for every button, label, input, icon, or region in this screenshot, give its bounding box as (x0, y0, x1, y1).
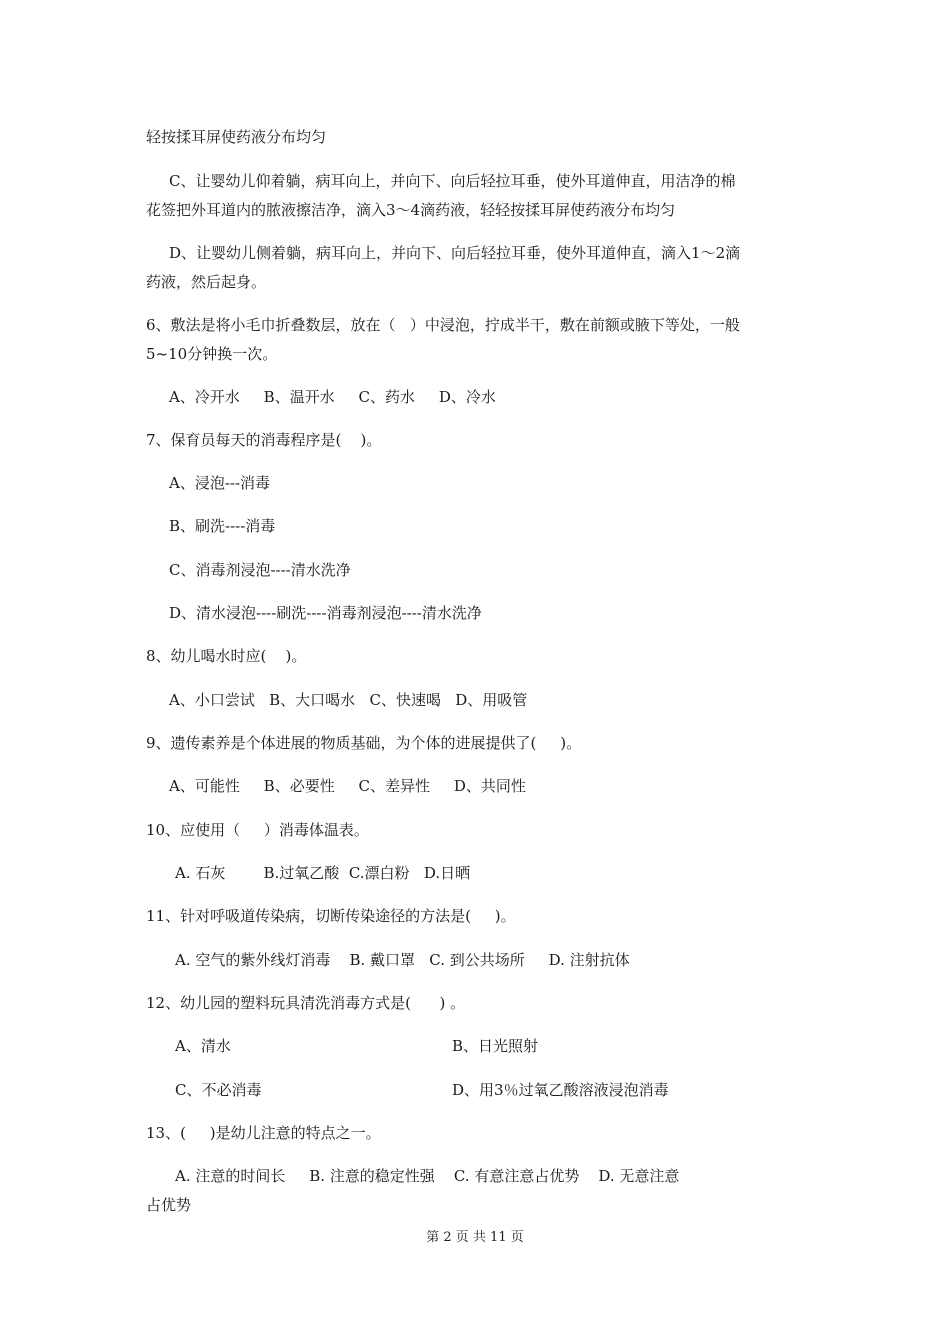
question-11: 11、针对呼吸道传染病，切断传染途径的方法是( )。 (146, 907, 516, 925)
question-7-option-d: D、清水浸泡----刷洗----消毒剂浸泡----清水洗净 (169, 604, 482, 622)
question-12-option-a: A、清水 (175, 1037, 231, 1055)
text-line: 轻按揉耳屏使药液分布均匀 (146, 128, 327, 146)
question-9-options: A、可能性 B、必要性 C、差异性 D、共同性 (169, 777, 526, 795)
question-11-options: A. 空气的紫外线灯消毒 B. 戴口罩 C. 到公共场所 D. 注射抗体 (175, 951, 630, 969)
option-d-line: D、让婴幼儿侧着躺，病耳向上，并向下、向后轻拉耳垂，使外耳道伸直，滴入1～2滴 (169, 244, 741, 262)
question-7-option-c: C、消毒剂浸泡----清水洗净 (169, 561, 351, 579)
option-c-line: C、让婴幼儿仰着躺，病耳向上，并向下、向后轻拉耳垂，使外耳道伸直，用洁净的棉 (169, 172, 736, 190)
question-12-option-b: B、日光照射 (452, 1037, 539, 1055)
question-7: 7、保育员每天的消毒程序是( )。 (146, 431, 382, 449)
question-7-option-b: B、刷洗----消毒 (169, 517, 276, 535)
question-10: 10、应使用（ ）消毒体温表。 (146, 821, 369, 839)
text-line: 占优势 (146, 1196, 192, 1214)
question-13: 13、( )是幼儿注意的特点之一。 (146, 1124, 381, 1142)
question-10-options: A. 石灰 B.过氧乙酸 C.漂白粉 D.日晒 (175, 864, 471, 882)
text-line: 药液，然后起身。 (146, 273, 267, 291)
text-line: 5~10分钟换一次。 (146, 345, 278, 363)
question-8: 8、幼儿喝水时应( )。 (146, 647, 307, 665)
question-12: 12、幼儿园的塑料玩具清洗消毒方式是( ) 。 (146, 994, 466, 1012)
question-8-options: A、小口尝试 B、大口喝水 C、快速喝 D、用吸管 (169, 691, 528, 709)
question-12-option-d: D、用3％过氧乙酸溶液浸泡消毒 (452, 1081, 669, 1099)
question-7-option-a: A、浸泡---消毒 (169, 474, 271, 492)
question-9: 9、遗传素养是个体进展的物质基础，为个体的进展提供了( )。 (146, 734, 582, 752)
page-number-footer: 第 2 页 共 11 页 (426, 1230, 524, 1245)
question-6-options: A、冷开水 B、温开水 C、药水 D、冷水 (169, 388, 496, 406)
text-line: 花签把外耳道内的脓液擦洁净，滴入3～4滴药液，轻轻按揉耳屏使药液分布均匀 (146, 201, 676, 219)
question-13-options: A. 注意的时间长 B. 注意的稳定性强 C. 有意注意占优势 D. 无意注意 (175, 1167, 680, 1185)
question-12-option-c: C、不必消毒 (175, 1081, 262, 1099)
question-6: 6、敷法是将小毛巾折叠数层，放在（ ）中浸泡，拧成半干，敷在前额或腋下等处，一般 (146, 316, 740, 334)
